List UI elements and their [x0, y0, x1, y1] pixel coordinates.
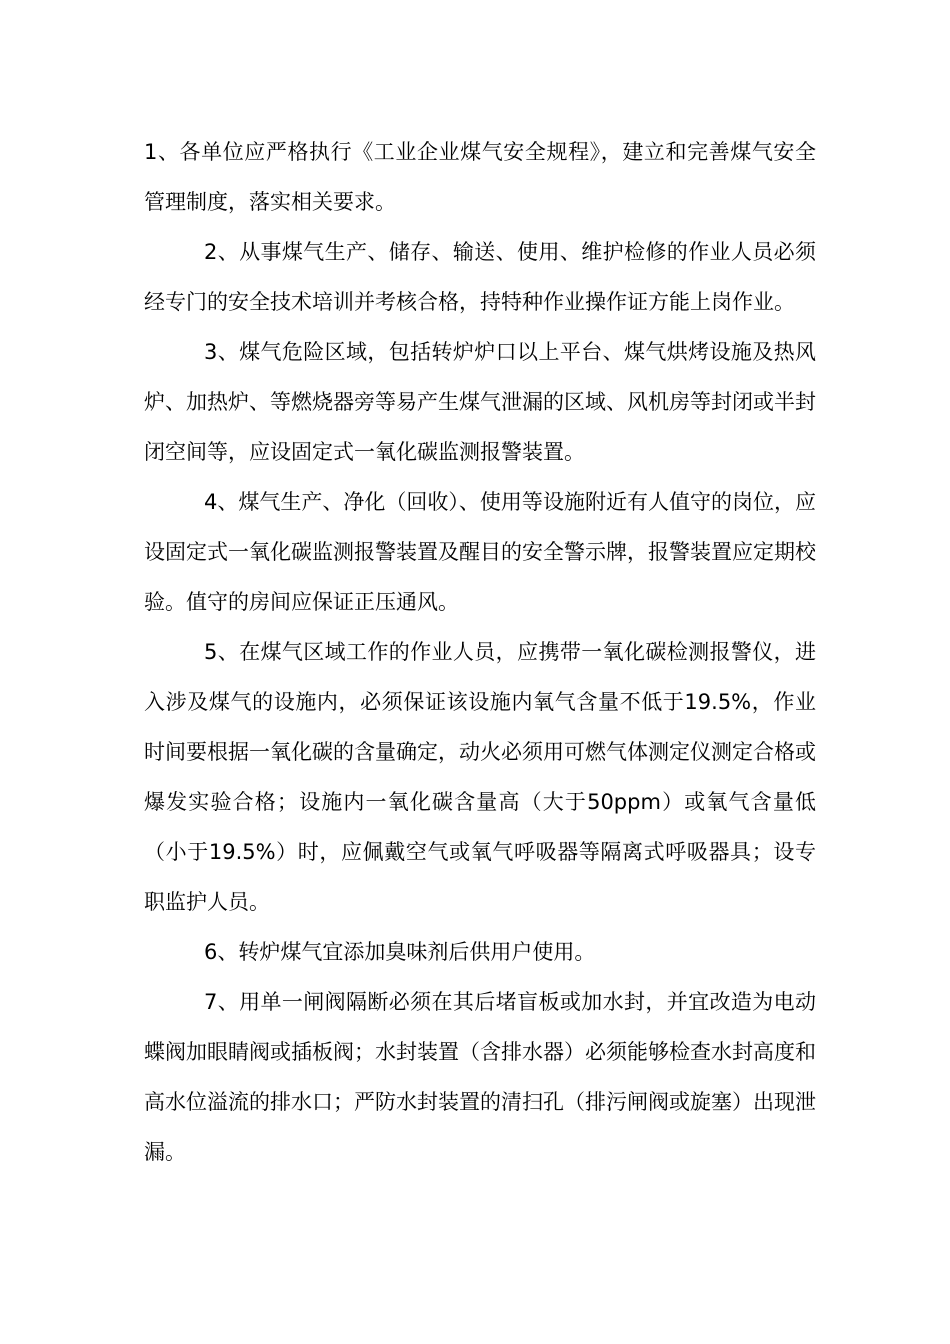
paragraph-2: 2、从事煤气生产、储存、输送、使用、维护检修的作业人员必须经专门的安全技术培训并考核合格，持特种作业操作证方能上岗作业。	[144, 240, 816, 314]
paragraph-7: 7、用单一闸阀隔断必须在其后堵盲板或加水封，并宜改造为电动蝶阀加眼睛阀或插板阀；水封装置（含排水器）必须能够检查水封高度和高水位溢流的排水口；严防水封装置的清扫孔（排污闸阀或旋塞）出现泄漏。	[144, 990, 816, 1164]
paragraph-1: 1、各单位应严格执行《工业企业煤气安全规程》，建立和完善煤气安全管理制度，落实相关要求。	[144, 140, 816, 214]
paragraph-6: 6、转炉煤气宜添加臭味剂后供用户使用。	[204, 940, 596, 964]
paragraph-3: 3、煤气危险区域，包括转炉炉口以上平台、煤气烘烤设施及热风炉、加热炉、等燃烧器旁等易产生煤气泄漏的区域、风机房等封闭或半封闭空间等，应设固定式一氧化碳监测报警装置。	[144, 340, 816, 464]
paragraph-5: 5、在煤气区域工作的作业人员，应携带一氧化碳检测报警仪，进入涉及煤气的设施内，必须保证该设施内氧气含量不低于19.5%，作业时间要根据一氧化碳的含量确定，动火必须用可燃气体测定仪测定合格或爆发实验合格；设施内一氧化碳含量高（大于50ppm）或氧气含量低（小于19.5%）时，应佩戴空气或氧气呼吸器等隔离式呼吸器具；设专职监护人员。	[144, 640, 816, 914]
document-body	[144, 127, 816, 1177]
paragraph-4: 4、煤气生产、净化（回收）、使用等设施附近有人值守的岗位，应设固定式一氧化碳监测报警装置及醒目的安全警示牌，报警装置应定期校验。值守的房间应保证正压通风。	[144, 490, 816, 614]
